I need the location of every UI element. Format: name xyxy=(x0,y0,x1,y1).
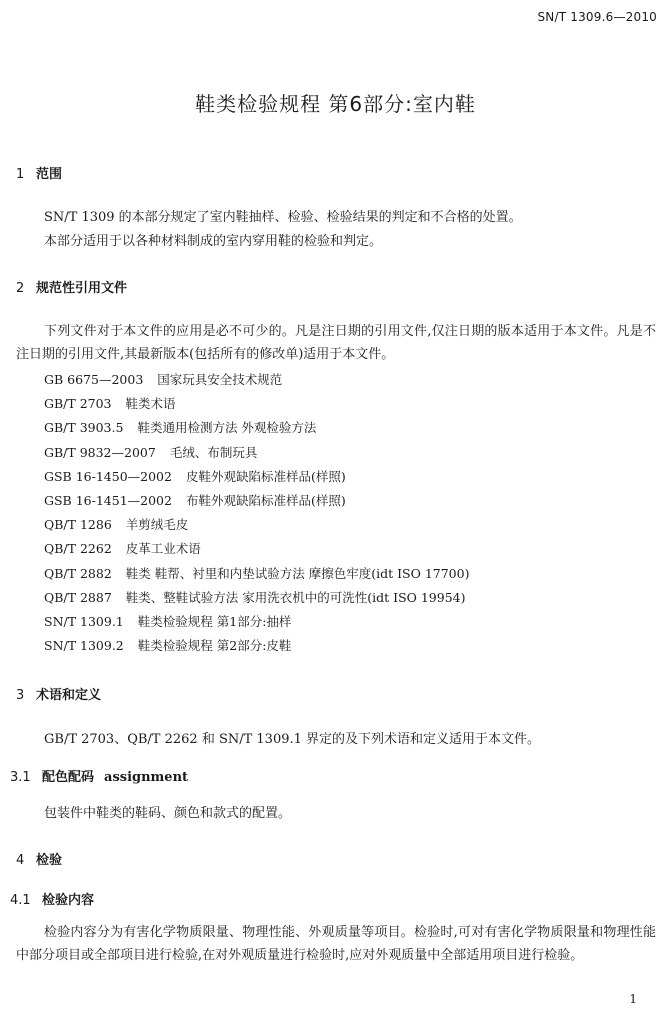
subsection-title: 配色配码 xyxy=(42,770,95,785)
reference-item xyxy=(44,443,469,467)
reference-item xyxy=(44,636,469,660)
reference-title: 皮鞋外观缺陷标准样品(样照) xyxy=(185,468,346,484)
standard-code: SN/T 1309.6—2010 xyxy=(537,10,657,24)
reference-title: 鞋类通用检测方法 外观检验方法 xyxy=(137,420,317,436)
section-3-heading xyxy=(16,684,101,703)
section-number: 1 xyxy=(16,167,25,182)
reference-item xyxy=(44,467,469,491)
section-number: 4 xyxy=(16,853,25,868)
section-1-paragraph-1: SN/T 1309 的本部分规定了室内鞋抽样、检验、检验结果的判定和不合格的处置。 xyxy=(44,210,522,225)
reference-item xyxy=(44,612,469,636)
reference-item xyxy=(44,394,469,418)
subsection-title: 检验内容 xyxy=(42,893,95,908)
section-4-1-paragraph: 检验内容分为有害化学物质限量、物理性能、外观质量等项目。检验时,可对有害化学物质限量和物理性能中部分项目或全部项目进行检验,在对外观质量进行检验时,应对外观质量中全部适用项目进行检验。 xyxy=(16,925,656,963)
reference-code: GSB 16-1451—2002 xyxy=(44,492,172,508)
reference-code: GSB 16-1450—2002 xyxy=(44,468,172,484)
reference-item xyxy=(44,515,469,539)
section-1-heading xyxy=(16,163,62,182)
reference-title: 鞋类、整鞋试验方法 家用洗衣机中的可洗性(idt ISO 19954) xyxy=(125,589,466,605)
reference-code: GB 6675—2003 xyxy=(44,372,144,387)
reference-code: QB/T 2887 xyxy=(44,589,112,605)
section-2-intro: 下列文件对于本文件的应用是必不可少的。凡是注日期的引用文件,仅注日期的版本适用于本文件。凡是不注日期的引用文件,其最新版本(包括所有的修改单)适用于本文件。 xyxy=(16,324,656,362)
reference-code: QB/T 2262 xyxy=(44,541,112,557)
section-4-1-heading xyxy=(10,889,94,908)
reference-item xyxy=(44,539,469,563)
reference-title: 鞋类术语 xyxy=(125,396,176,412)
reference-list xyxy=(44,370,469,660)
reference-item xyxy=(44,370,469,394)
subsection-number: 4.1 xyxy=(10,893,31,908)
subsection-number: 3.1 xyxy=(10,770,31,785)
reference-code: SN/T 1309.2 xyxy=(44,638,124,654)
document-title: 鞋类检验规程 第6部分:室内鞋 xyxy=(195,92,476,116)
section-title: 术语和定义 xyxy=(36,688,102,703)
reference-title: 鞋类检验规程 第2部分:皮鞋 xyxy=(137,638,292,654)
reference-title: 鞋类 鞋帮、衬里和内垫试验方法 摩擦色牢度(idt ISO 17700) xyxy=(125,565,470,581)
reference-item xyxy=(44,491,469,515)
reference-title: 国家玩具安全技术规范 xyxy=(157,372,283,387)
reference-code: SN/T 1309.1 xyxy=(44,613,124,629)
section-3-1-paragraph: 包装件中鞋类的鞋码、颜色和款式的配置。 xyxy=(44,806,292,821)
reference-code: QB/T 1286 xyxy=(44,517,112,533)
reference-code: QB/T 2882 xyxy=(44,565,112,581)
reference-title: 鞋类检验规程 第1部分:抽样 xyxy=(137,613,292,629)
section-title: 规范性引用文件 xyxy=(36,281,128,296)
section-3-1-heading xyxy=(10,766,188,785)
section-3-paragraph: GB/T 2703、QB/T 2262 和 SN/T 1309.1 界定的及下列术语和定义适用于本文件。 xyxy=(44,732,541,747)
reference-item xyxy=(44,418,469,442)
section-4-heading xyxy=(16,849,62,868)
section-title: 范围 xyxy=(36,167,63,182)
reference-item xyxy=(44,588,469,612)
reference-item xyxy=(44,564,469,588)
section-2-heading xyxy=(16,277,127,296)
reference-code: GB/T 9832—2007 xyxy=(44,444,156,460)
reference-title: 皮革工业术语 xyxy=(125,541,201,557)
reference-title: 毛绒、布制玩具 xyxy=(169,444,258,460)
reference-code: GB/T 2703 xyxy=(44,396,112,412)
section-1-paragraph-2: 本部分适用于以各种材料制成的室内穿用鞋的检验和判定。 xyxy=(44,234,383,249)
section-number: 2 xyxy=(16,281,25,296)
section-title: 检验 xyxy=(36,853,63,868)
reference-title: 布鞋外观缺陷标准样品(样照) xyxy=(185,492,346,508)
reference-title: 羊剪绒毛皮 xyxy=(125,517,189,533)
reference-code: GB/T 3903.5 xyxy=(44,420,124,436)
subsection-english-term: assignment xyxy=(104,770,189,785)
section-number: 3 xyxy=(16,688,25,703)
page-number: 1 xyxy=(629,992,637,1006)
